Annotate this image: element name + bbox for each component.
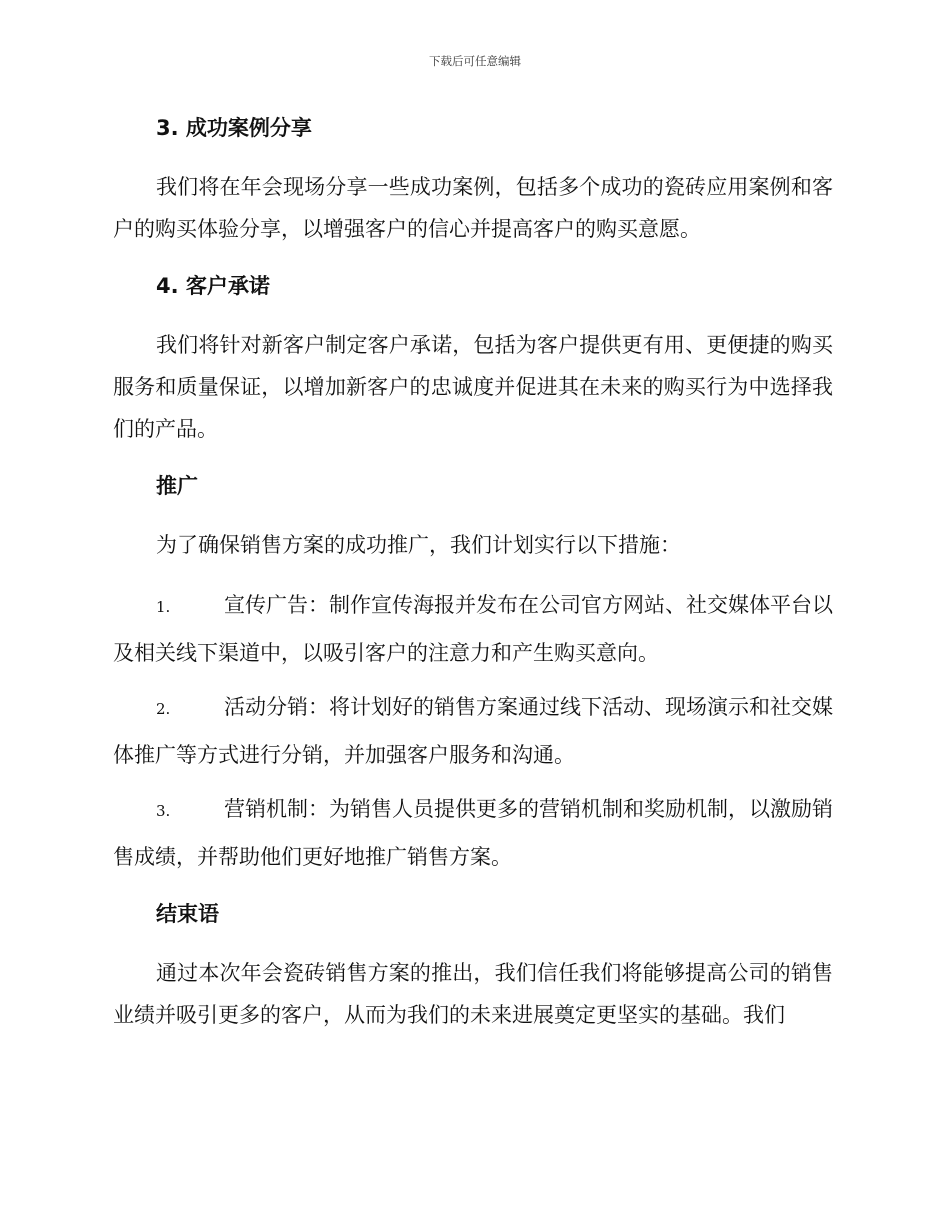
list-item-number: 2. bbox=[156, 700, 171, 718]
list-item-text: 宣传广告：制作宣传海报并发布在公司官方网站、社交媒体平台以及相关线下渠道中，以吸引客户的注意力和产生购买意向。 bbox=[113, 593, 833, 665]
paragraph-customer-commitment: 我们将针对新客户制定客户承诺，包括为客户提供更有用、更便捷的购买服务和质量保证，以增加新客户的忠诚度并促进其在未来的购买行为中选择我们的产品。 bbox=[113, 333, 833, 441]
header-note: 下载后可任意编辑 bbox=[429, 54, 521, 68]
list-item-text: 营销机制：为销售人员提供更多的营销机制和奖励机制，以激励销售成绩，并帮助他们更好地推广销售方案。 bbox=[113, 797, 833, 869]
document-body bbox=[113, 108, 833, 1052]
section-heading-conclusion: 结束语 bbox=[156, 902, 219, 926]
list-item bbox=[113, 786, 833, 880]
list-item-number: 3. bbox=[156, 802, 171, 820]
list-item-number: 1. bbox=[156, 598, 171, 616]
list-item bbox=[113, 582, 833, 676]
section-heading-success-cases: 3. 成功案例分享 bbox=[156, 116, 312, 140]
paragraph-promotion-intro: 为了确保销售方案的成功推广，我们计划实行以下措施： bbox=[156, 533, 681, 557]
paragraph-success-cases: 我们将在年会现场分享一些成功案例，包括多个成功的瓷砖应用案例和客户的购买体验分享，以增强客户的信心并提高客户的购买意愿。 bbox=[113, 175, 833, 241]
list-item bbox=[113, 684, 833, 778]
section-heading-customer-commitment: 4. 客户承诺 bbox=[156, 274, 270, 298]
paragraph-conclusion: 通过本次年会瓷砖销售方案的推出，我们信任我们将能够提高公司的销售业绩并吸引更多的客户，从而为我们的未来进展奠定更坚实的基础。我们 bbox=[113, 961, 833, 1027]
list-item-text: 活动分销：将计划好的销售方案通过线下活动、现场演示和社交媒体推广等方式进行分销，并加强客户服务和沟通。 bbox=[113, 695, 833, 767]
section-heading-promotion: 推广 bbox=[156, 474, 198, 498]
